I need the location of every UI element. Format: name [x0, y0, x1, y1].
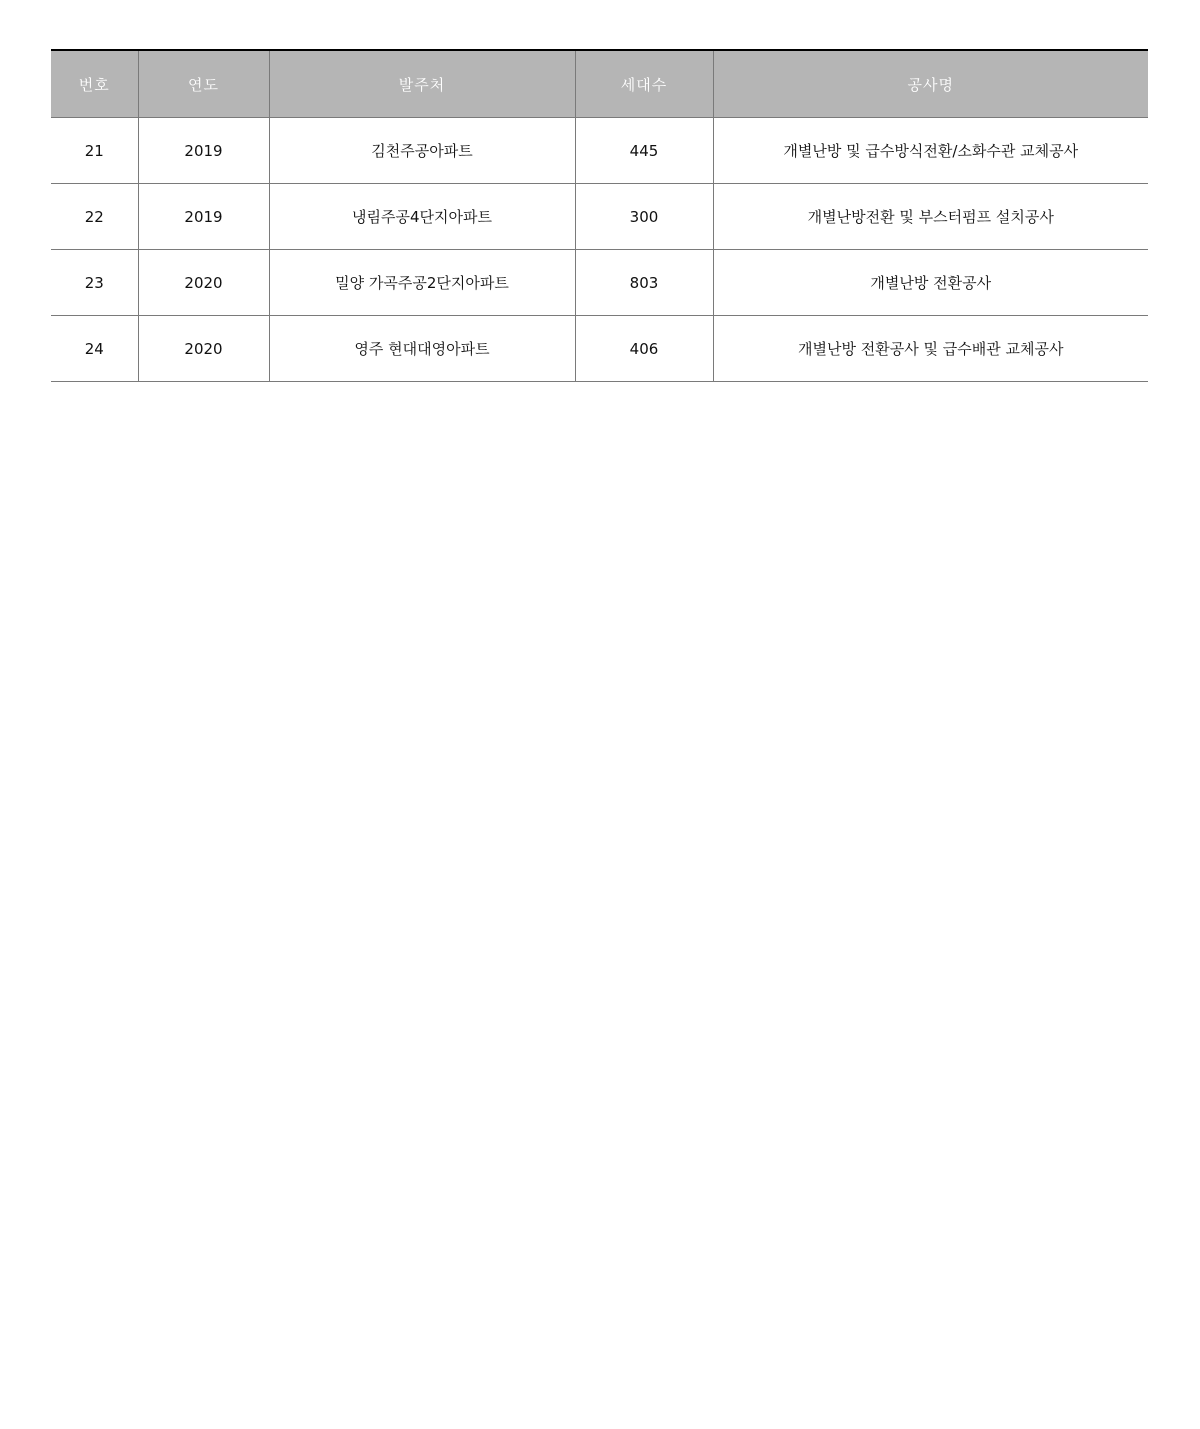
cell-client: 밀양 가곡주공2단지아파트: [269, 250, 575, 316]
table-row: [51, 118, 1148, 184]
cell-client: 영주 현대대영아파트: [269, 316, 575, 382]
cell-year: 2020: [138, 316, 269, 382]
document-page: [51, 49, 1148, 382]
construction-records-table: [51, 49, 1148, 382]
cell-year: 2019: [138, 184, 269, 250]
cell-households: 803: [575, 250, 713, 316]
cell-project-name: 개별난방 전환공사: [713, 250, 1148, 316]
cell-project-name: 개별난방전환 및 부스터펌프 설치공사: [713, 184, 1148, 250]
cell-client: 김천주공아파트: [269, 118, 575, 184]
cell-project-name: 개별난방 및 급수방식전환/소화수관 교체공사: [713, 118, 1148, 184]
table-row: [51, 184, 1148, 250]
cell-number: 22: [51, 184, 138, 250]
cell-households: 300: [575, 184, 713, 250]
cell-client: 냉림주공4단지아파트: [269, 184, 575, 250]
table-row: [51, 316, 1148, 382]
cell-number: 23: [51, 250, 138, 316]
table-header-row: [51, 50, 1148, 118]
cell-year: 2019: [138, 118, 269, 184]
header-year: 연도: [138, 50, 269, 118]
cell-households: 406: [575, 316, 713, 382]
header-project-name: 공사명: [713, 50, 1148, 118]
header-households: 세대수: [575, 50, 713, 118]
header-number: 번호: [51, 50, 138, 118]
header-client: 발주처: [269, 50, 575, 118]
cell-year: 2020: [138, 250, 269, 316]
cell-number: 24: [51, 316, 138, 382]
cell-project-name: 개별난방 전환공사 및 급수배관 교체공사: [713, 316, 1148, 382]
cell-number: 21: [51, 118, 138, 184]
table-row: [51, 250, 1148, 316]
cell-households: 445: [575, 118, 713, 184]
